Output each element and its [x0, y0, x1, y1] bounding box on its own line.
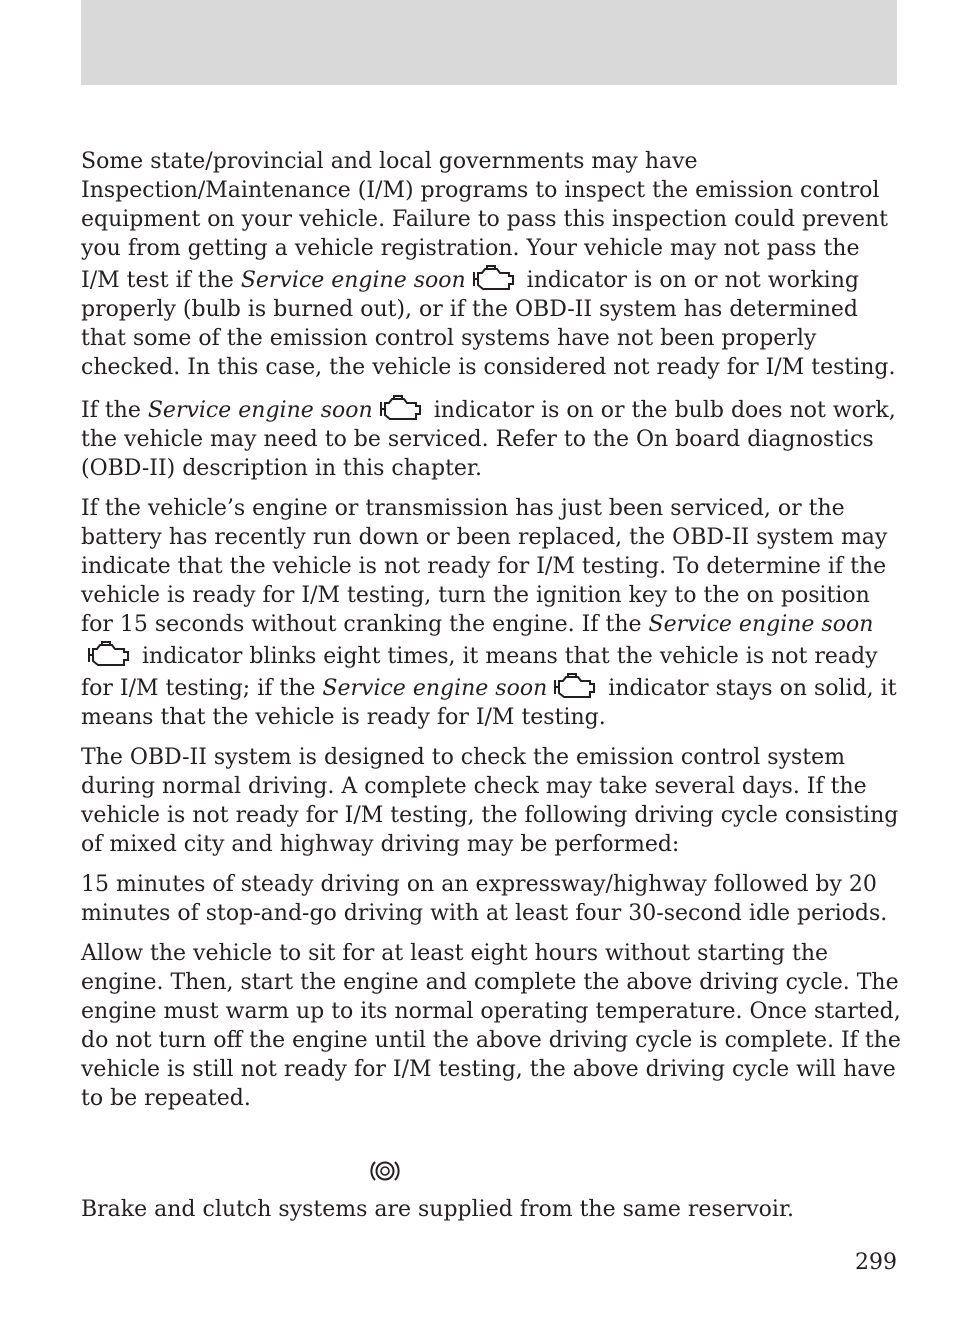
text-run: If the vehicle’s engine or transmission has just been serviced, or the battery has recently run down or been replaced, the OBD-II system may indicate that the vehicle is not ready for I/M testing. To determine if the vehicle is ready for I/M testing, turn the ignition key to the on position for 15 seconds without cranking the engine. If the [81, 496, 888, 637]
paragraph-readiness-check [81, 494, 901, 732]
service-engine-soon-label: Service engine soon [648, 612, 874, 637]
engine-icon [84, 639, 132, 669]
header-band [81, 0, 897, 85]
page-content [81, 147, 901, 1235]
brake-heading-row [81, 1153, 901, 1185]
service-engine-soon-label: Service engine soon [240, 268, 466, 293]
engine-icon [469, 263, 517, 293]
paragraph-repeat-cycle: Allow the vehicle to sit for at least eight hours without starting the engine. Then, start the engine and complete the above driving cycle. The engine must warm up to its normal operating temperature. Once started, do not turn off the engine until the above driving cycle is complete. If the vehicle is still not ready for I/M testing, the above driving cycle will have to be repeated. [81, 941, 901, 1111]
text-run: indicator stays on solid, it means that the vehicle is ready for I/M testing. [81, 676, 897, 730]
paragraph-obd-system: The OBD-II system is designed to check the emission control system during normal driving. A complete check may take several days. If the vehicle is not ready for I/M testing, the following driving cycle consisting of mixed city and highway driving may be performed: [81, 745, 899, 857]
paragraph-driving-cycle: 15 minutes of steady driving on an expressway/highway followed by 20 minutes of stop-and-go driving with at least four 30-second idle periods. [81, 872, 888, 926]
text-run: indicator is on or the bulb does not work, the vehicle may need to be serviced. Refer to the On board diagnostics (OBD-II) description in this chapter. [81, 398, 896, 481]
text-run: indicator blinks eight times, it means that the vehicle is not ready for I/M testing; if the [81, 644, 878, 701]
text-run: Some state/provincial and local governments may have Inspection/Maintenance (I/M) programs to inspect the emission control equipment on your vehicle. Failure to pass this inspection could prevent you from getting a vehicle registration. Your vehicle may not pass the I/M test if the [81, 149, 889, 293]
engine-icon [376, 393, 424, 423]
engine-icon [550, 671, 598, 701]
paragraph-brake-clutch: Brake and clutch systems are supplied from the same reservoir. [81, 1197, 795, 1222]
service-engine-soon-label: Service engine soon [147, 398, 373, 423]
page-number: 299 [855, 1250, 897, 1275]
service-engine-soon-label: Service engine soon [322, 676, 548, 701]
text-run: indicator is on or not working properly (bulb is burned out), or if the OBD-II system has determined that some of the emission control systems have not been properly checked. In this case, the vehicle is considered not ready for I/M testing. [81, 268, 896, 380]
text-run: If the [81, 398, 148, 423]
paragraph-im-programs [81, 147, 901, 382]
brake-icon [369, 1157, 401, 1185]
paragraph-service-engine [81, 393, 901, 483]
